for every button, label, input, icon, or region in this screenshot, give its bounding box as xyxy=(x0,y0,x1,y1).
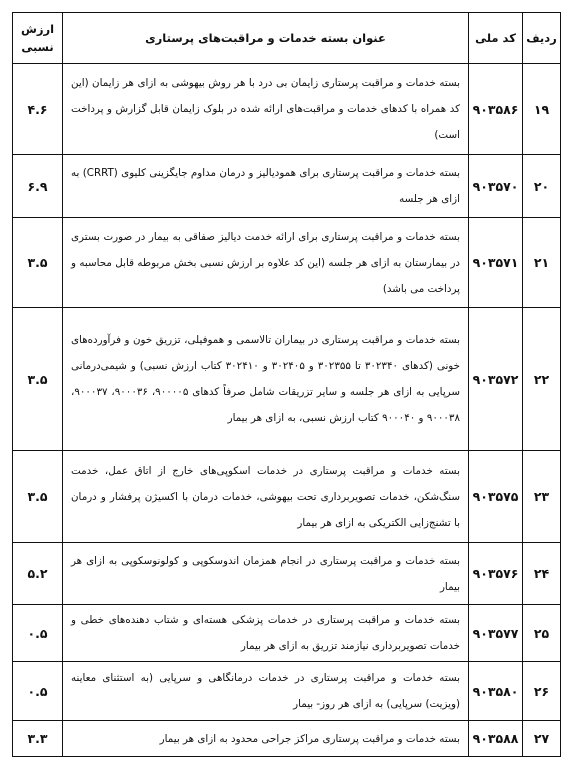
table-row xyxy=(13,662,561,721)
national-code: ۹۰۳۵۸۰ xyxy=(469,662,523,721)
table-row xyxy=(13,721,561,757)
service-description: بسته خدمات و مراقبت پرستاری برای همودیالیز و درمان مداوم جایگزینی کلیوی (CRRT) به ازای هر جلسه xyxy=(63,155,469,218)
row-number: ۲۶ xyxy=(523,662,561,721)
service-description: بسته خدمات و مراقبت پرستاری در انجام همزمان اندوسکوپی و کولونوسکوپی به ازای هر بیمار xyxy=(63,543,469,605)
service-description: بسته خدمات و مراقبت پرستاری در بیماران تالاسمی و هموفیلی، تزریق خون و فرآورده‌های خونی (کدهای ۳۰۲۳۴۰ تا ۳۰۲۳۵۵ و ۳۰۲۴۰۵ و ۳۰۲۴۱۰ کتاب ارزش نسبی) و شیمی‌درمانی سرپایی به ازای هر جلسه و سایر تزریقات شامل صرفاً کدهای ۹۰۰۰۰۵، ۹۰۰۰۳۶، ۹۰۰۰۳۷، ۹۰۰۰۳۸ و ۹۰۰۰۴۰ کتاب ارزش نسبی، به ازای هر بیمار xyxy=(63,308,469,451)
relative-value: ۶.۹ xyxy=(13,155,63,218)
national-code: ۹۰۳۵۷۱ xyxy=(469,218,523,308)
relative-value: ۰.۵ xyxy=(13,605,63,662)
table-row xyxy=(13,218,561,308)
relative-value: ۳.۵ xyxy=(13,308,63,451)
national-code: ۹۰۳۵۸۶ xyxy=(469,64,523,155)
relative-value: ۴.۶ xyxy=(13,64,63,155)
service-description: بسته خدمات و مراقبت پرستاری برای ارائه خدمت دیالیز صفاقی به بیمار در صورت بستری در بیمارستان به ازای هر جلسه (این کد علاوه بر ارزش نسبی بخش مربوطه قابل محاسبه و پرداخت می باشد) xyxy=(63,218,469,308)
national-code: ۹۰۳۵۷۷ xyxy=(469,605,523,662)
relative-value: ۳.۵ xyxy=(13,218,63,308)
header-relative-value xyxy=(13,13,63,64)
service-description: بسته خدمات و مراقبت پرستاری در خدمات اسکوپی‌های خارج از اتاق عمل، خدمت سنگ‌شکن، خدمات تصویربرداری تحت بیهوشی، خدمات درمان با اکسیژن پرفشار و درمان با تشنج‌زایی الکتریکی به ازای هر بیمار xyxy=(63,451,469,543)
relative-value: ۰.۵ xyxy=(13,662,63,721)
table-row xyxy=(13,605,561,662)
header-row-number: ردیف xyxy=(523,13,561,64)
row-number: ۲۴ xyxy=(523,543,561,605)
table-row xyxy=(13,155,561,218)
table-row xyxy=(13,451,561,543)
national-code: ۹۰۳۵۷۶ xyxy=(469,543,523,605)
row-number: ۲۵ xyxy=(523,605,561,662)
national-code: ۹۰۳۵۸۸ xyxy=(469,721,523,757)
nursing-services-table xyxy=(12,12,561,757)
header-service-title: عنوان بسته خدمات و مراقبت‌های پرستاری xyxy=(63,13,469,64)
relative-value: ۳.۳ xyxy=(13,721,63,757)
header-row xyxy=(13,13,561,64)
service-description: بسته خدمات و مراقبت پرستاری در خدمات پزشکی هسته‌ای و شتاب دهنده‌های خطی و خدمات تصویربرداری نیازمند تزریق به ازای هر بیمار xyxy=(63,605,469,662)
row-number: ۲۱ xyxy=(523,218,561,308)
relative-value: ۳.۵ xyxy=(13,451,63,543)
national-code: ۹۰۳۵۷۲ xyxy=(469,308,523,451)
national-code: ۹۰۳۵۷۵ xyxy=(469,451,523,543)
service-description: بسته خدمات و مراقبت پرستاری مراکز جراحی محدود به ازای هر بیمار xyxy=(63,721,469,757)
row-number: ۲۷ xyxy=(523,721,561,757)
table-row xyxy=(13,308,561,451)
row-number: ۱۹ xyxy=(523,64,561,155)
row-number: ۲۰ xyxy=(523,155,561,218)
header-relative-value-line2: نسبی xyxy=(21,40,54,54)
row-number: ۲۳ xyxy=(523,451,561,543)
relative-value: ۵.۲ xyxy=(13,543,63,605)
service-description: بسته خدمات و مراقبت پرستاری در خدمات درمانگاهی و سرپایی (به استثنای معاینه (ویزیت) سرپایی) به ازای هر روز- بیمار xyxy=(63,662,469,721)
table-row xyxy=(13,64,561,155)
service-description: بسته خدمات و مراقبت پرستاری زایمان بی درد با هر روش بیهوشی به ازای هر زایمان (این کد همراه با کدهای خدمات و مراقبت‌های ارائه شده در بلوک زایمان قابل گزارش و پرداخت است) xyxy=(63,64,469,155)
header-relative-value-line1: ارزش xyxy=(20,22,55,36)
table-row xyxy=(13,543,561,605)
row-number: ۲۲ xyxy=(523,308,561,451)
national-code: ۹۰۳۵۷۰ xyxy=(469,155,523,218)
header-national-code: کد ملی xyxy=(469,13,523,64)
